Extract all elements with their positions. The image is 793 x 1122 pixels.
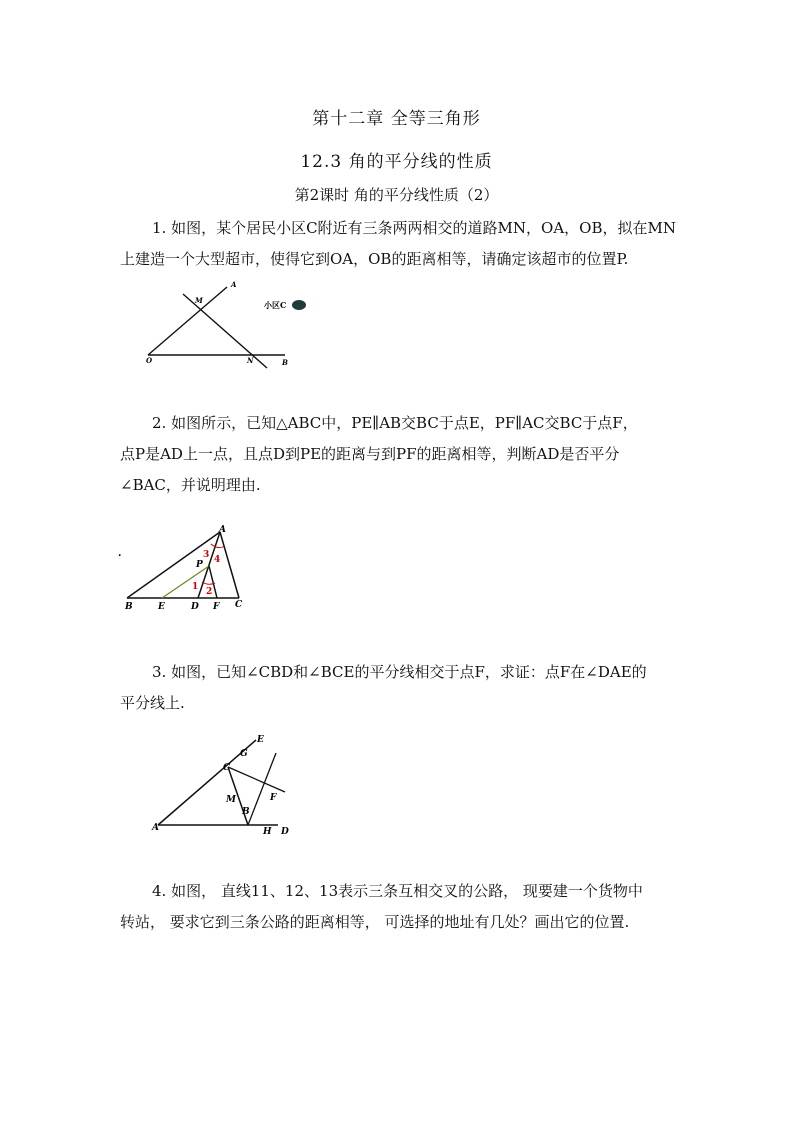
problem-2-figure bbox=[115, 520, 265, 620]
angle-label-4: 4 bbox=[214, 555, 221, 565]
label-H: H bbox=[263, 827, 272, 837]
problem-1-text bbox=[120, 213, 680, 275]
lesson-title: 第2课时 角的平分线性质（2） bbox=[294, 186, 499, 204]
label-F: F bbox=[270, 793, 277, 803]
label-C: C bbox=[235, 600, 243, 610]
chapter-title: 第十二章 全等三角形 bbox=[312, 109, 481, 129]
label-M: M bbox=[195, 296, 203, 305]
problem-3-text bbox=[120, 657, 680, 719]
label-A: A bbox=[219, 525, 226, 535]
problem-1-line-1: 1. 如图，某个居民小区C附近有三条两两相交的道路MN，OA，OB，拟在MN bbox=[152, 219, 676, 237]
label-B: B bbox=[242, 807, 250, 817]
stray-dot: . bbox=[118, 548, 122, 559]
problem-4-text bbox=[120, 876, 680, 938]
angle-label-2: 2 bbox=[206, 587, 213, 597]
problem-1-figure bbox=[130, 275, 330, 375]
label-F: F bbox=[213, 602, 220, 612]
community-label: 小区C bbox=[264, 300, 287, 310]
label-A: A bbox=[152, 823, 159, 833]
angle-label-3: 3 bbox=[203, 550, 210, 560]
segment-PE bbox=[162, 566, 209, 598]
label-M: M bbox=[226, 795, 236, 805]
label-C: C bbox=[223, 763, 231, 773]
angle-label-1: 1 bbox=[192, 582, 199, 592]
label-P: P bbox=[196, 560, 203, 570]
problem-4-line-2: 转站， 要求它到三条公路的距离相等， 可选择的地址有几处？画出它的位置. bbox=[120, 913, 630, 931]
segment-AC bbox=[220, 532, 239, 598]
bisector-BF bbox=[248, 753, 276, 825]
label-D: D bbox=[281, 827, 289, 837]
problem-3-line-2: 平分线上. bbox=[120, 694, 185, 712]
problem-2-line-3: ∠BAC，并说明理由. bbox=[120, 476, 261, 494]
problem-4-line-1: 4. 如图， 直线11、12、13表示三条互相交叉的公路， 现要建一个货物中 bbox=[152, 882, 643, 900]
problem-2-text bbox=[120, 408, 680, 501]
label-B: B bbox=[282, 358, 288, 367]
label-A: A bbox=[231, 280, 237, 289]
label-E: E bbox=[257, 735, 264, 745]
community-C-dot bbox=[292, 300, 306, 310]
problem-2-line-1: 2. 如图所示，已知△ABC中，PE∥AB交BC于点E，PF∥AC交BC于点F， bbox=[152, 414, 638, 432]
line-MN bbox=[183, 294, 267, 368]
problem-2-line-2: 点P是AD上一点，且点D到PE的距离与到PF的距离相等，判断AD是否平分 bbox=[120, 445, 620, 463]
label-O: O bbox=[146, 356, 153, 365]
label-B: B bbox=[125, 602, 133, 612]
section-title: 12.3 角的平分线的性质 bbox=[300, 152, 493, 172]
problem-3-line-1: 3. 如图，已知∠CBD和∠BCE的平分线相交于点F，求证：点F在∠DAE的 bbox=[152, 663, 647, 681]
bisector-CF bbox=[228, 767, 285, 792]
label-G: G bbox=[240, 749, 248, 759]
label-D: D bbox=[191, 602, 199, 612]
problem-3-figure bbox=[148, 730, 298, 840]
problem-1-line-2: 上建造一个大型超市，使得它到OA，OB的距离相等，请确定该超市的位置P. bbox=[120, 250, 629, 268]
label-N: N bbox=[247, 356, 254, 365]
label-E: E bbox=[158, 602, 165, 612]
